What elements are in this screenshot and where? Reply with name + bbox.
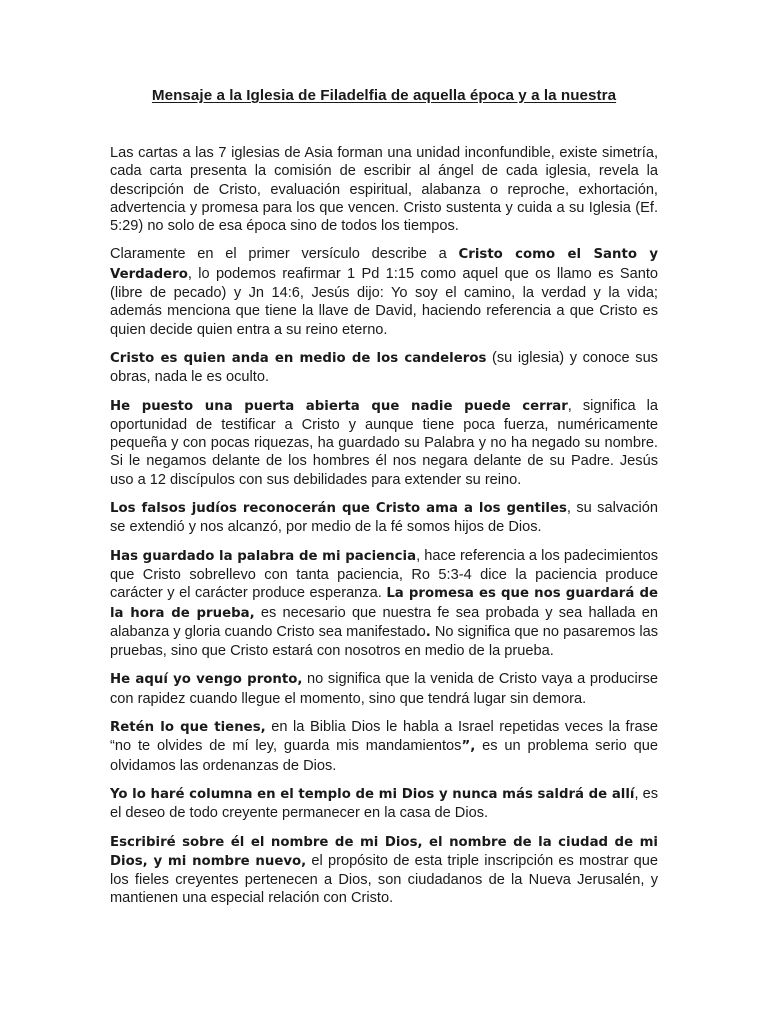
bold-phrase: La promesa es que nos guardará de la hora de prueba,: [110, 586, 658, 621]
paragraph-text: es necesario que nuestra fe sea probada y sea hallada en alabanza y gloria cuando Cristo sea manifestado: [110, 604, 658, 640]
bold-phrase: Cristo como el Santo y Verdadero: [110, 247, 658, 282]
paragraph-text: no significa que la venida de Cristo vaya a producirse con rapidez cuando llegue el momento, sino que tendrá lugar sin demora.: [110, 671, 658, 707]
body-text: [110, 144, 658, 918]
paragraph-text: Las cartas a las 7 iglesias de Asia forman una unidad inconfundible, existe simetría, cada carta presenta la comisión de escribir al ángel de cada iglesia, revela la descripción de Cristo, evaluación espiritual, alabanza o reproche, exhortación, advertencia y promesa para los que vencen. Cristo sustenta y cuida a su Iglesia (Ef. 5:29) no solo de esa época sino de todos los tiempos.: [110, 145, 658, 235]
bold-phrase: Yo lo haré columna en el templo de mi Dios y nunca más saldrá de allí: [110, 786, 635, 802]
page-title: Mensaje a la Iglesia de Filadelfia de aquella época y a la nuestra: [151, 87, 617, 104]
bold-phrase: Retén lo que tienes,: [110, 720, 266, 736]
paragraph-text: , hace referencia a los padecimientos que Cristo sobrellevo con tanta paciencia, Ro 5:3-4 dice la paciencia produce carácter y el carácter produce esperanza.: [110, 547, 658, 602]
paragraph-columna: [110, 785, 658, 823]
paragraph-text: (su iglesia) y conoce sus obras, nada le es oculto.: [110, 349, 658, 386]
paragraph-text: en la Biblia Dios le habla a Israel repetidas veces la frase “no te olvides de mí ley, guarda mis mandamientos: [110, 719, 658, 755]
bold-phrase: .: [425, 624, 431, 640]
paragraph-text: el propósito de esta triple inscripción es mostrar que los fieles creyentes pertenecen a Dios, son ciudadanos de la Nueva Jerusalén, y mantienen una especial relación con Cristo.: [110, 852, 658, 907]
paragraph-text: , es el deseo de todo creyente permanecer en la casa de Dios.: [110, 785, 658, 822]
bold-phrase: He puesto una puerta abierta que nadie puede cerrar: [110, 398, 568, 414]
paragraph-text: es un problema serio que olvidamos las ordenanzas de Dios.: [110, 738, 658, 774]
bold-phrase: Escribiré sobre él el nombre de mi Dios, el nombre de la ciudad de mi Dios, y mi nombre nuevo,: [110, 834, 658, 869]
paragraph-paciencia: [110, 547, 658, 661]
bold-phrase: ”,: [461, 739, 476, 755]
paragraph-candeleros: [110, 349, 658, 387]
paragraph-vengo-pronto: [110, 670, 658, 708]
bold-phrase: He aquí yo vengo pronto,: [110, 672, 303, 688]
paragraph-nombre-nuevo: [110, 833, 658, 908]
paragraph-santo-verdadero: [110, 245, 658, 338]
bold-phrase: Has guardado la palabra de mi paciencia: [110, 548, 417, 564]
bold-phrase: Los falsos judíos reconocerán que Cristo ama a los gentiles: [110, 501, 567, 517]
paragraph-intro: [110, 144, 658, 235]
paragraph-text: , lo podemos reafirmar 1 Pd 1:15 como aquel que os llamo es Santo (libre de pecado) y Jn 14:6, Jesús dijo: Yo soy el camino, la verdad y la vida; además menciona que tiene la llave de David, haciendo referencia a que Cristo es quien decide quien entra a su reino eterno.: [110, 265, 658, 338]
bold-phrase: Cristo es quien anda en medio de los candeleros: [110, 350, 487, 366]
paragraph-text: , significa la oportunidad de testificar a Cristo y aunque tiene poca fuerza, numéricamente pequeña y con pocas riquezas, ha guardado su Palabra y no ha negado su nombre. Si le negamos delante de los hombres él nos negara delante de su Padre. Jesús uso a 12 discípulos con sus debilidades para extender su reino.: [110, 397, 658, 488]
paragraph-reten: [110, 718, 658, 775]
paragraph-text: No significa que no pasaremos las pruebas, sino que Cristo estará con nosotros en medio de la prueba.: [110, 623, 658, 660]
paragraph-text: , su salvación se extendió y nos alcanzó, por medio de la fé somos hijos de Dios.: [110, 500, 658, 536]
paragraph-text: Claramente en el primer versículo describe a: [110, 246, 459, 263]
paragraph-puerta-abierta: [110, 397, 658, 489]
paragraph-falsos-judios: [110, 499, 658, 537]
